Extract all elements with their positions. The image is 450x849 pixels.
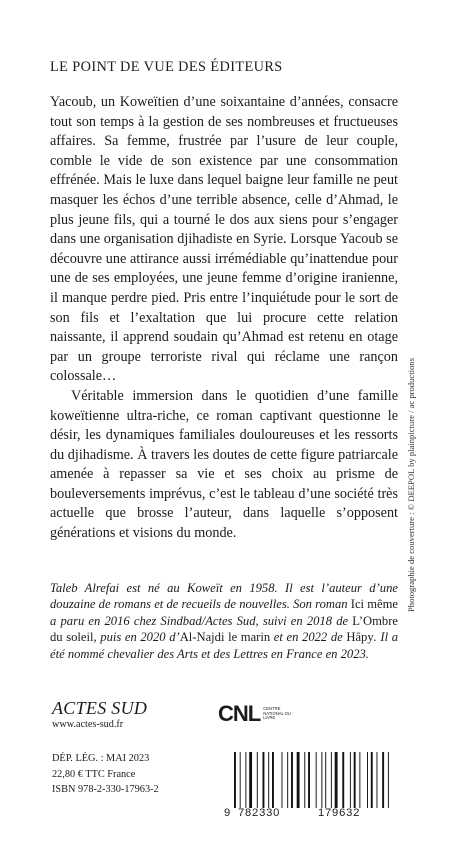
cnl-logo [218, 701, 297, 727]
summary-paragraph-2: Véritable immersion dans le quotidien d’une famille koweïtienne ultra-riche, ce roman captivant questionne le désir, les dynamiques familiales douloureuses et les ressorts du djihadisme. À travers les doutes de cette figure patriarcale amenée à repasser sa vie et ses choix au prisme de bouleversements imprévus, c’est le tableau d’une société très actuelle que brosse l’auteur, dans laquelle s’opposent générations et visions du monde. [50, 387, 398, 542]
summary-paragraph-1: Yacoub, un Koweïtien d’une soixantaine d’années, consacre tout son temps à la gestion de ses nombreuses et fructueuses affaires. Sa femme, frustrée par l’usure de leur couple, comble le vide de son existence par une consommation effrénée. Mais le luxe dans lequel baigne leur famille ne peut masquer les échos d’une terrible absence, celle d’Ahmad, le plus jeune fils, qui a tourné le dos aux siens pour s’engager dans une organisation djihadiste en Syrie. Lorsque Yacoub se découvre une attirance aussi irrémédiable qu’inattendue pour une de ses employées, une jeune femme d’origine iranienne, il manque perdre pied. Pris entre l’inquiétude pour le sort de son fils et l’exaltation que lui procure cette relation naissante, il apprend soudain qu’Ahmad est retenu en otage par un groupe terroriste rival qui réclame une rançon colossale… [50, 94, 398, 385]
publisher-url: www.actes-sud.fr [52, 719, 124, 730]
bio-text-1: Taleb Alrefai est né au Koweït en 1958. Il est l’auteur d’une douzaine de romans et de recueils de nouvelles. Son roman [50, 581, 398, 612]
barcode [226, 752, 393, 808]
publisher-logo: ACTES SUD [52, 698, 148, 718]
bio-book-title-1: Ici même [350, 597, 398, 612]
barcode-first-digit: 9 [224, 807, 232, 819]
book-summary [50, 93, 398, 544]
bio-book-title-3: Al-Najdi le marin [179, 630, 271, 645]
legal-deposit: DÉP. LÉG. : MAI 2023 [52, 753, 150, 764]
bio-book-title-4: Hâpy [346, 630, 374, 645]
cnl-mark: CNL [218, 701, 261, 726]
section-heading: LE POINT DE VUE DES ÉDITEURS [50, 59, 283, 75]
bio-text-4: et en 2022 de [270, 630, 347, 645]
bio-text-5: . Il a été nommé chevalier des Arts et des Lettres en France en 2023. [50, 630, 399, 661]
bio-text-3: , puis en 2020 d’ [93, 630, 180, 645]
cnl-text: CENTRE NATIONAL DU LIVRE [263, 706, 291, 721]
bio-book-title-2: L’Ombre du soleil [50, 613, 398, 645]
barcode-number [224, 807, 396, 819]
price: 22,80 € TTC France [52, 768, 136, 780]
barcode-group-1: 782330 [238, 807, 281, 819]
isbn: ISBN 978-2-330-17963-2 [52, 784, 159, 795]
photo-credit: Photographie de couverture : © DEEPOL by plainpicture / ac productions [406, 358, 416, 612]
barcode-group-2: 179632 [318, 807, 361, 819]
author-bio [50, 580, 398, 662]
legal-info [52, 751, 159, 798]
bio-text-2: a paru en 2016 chez Sindbad/Actes Sud, suivi en 2018 de [50, 613, 353, 628]
